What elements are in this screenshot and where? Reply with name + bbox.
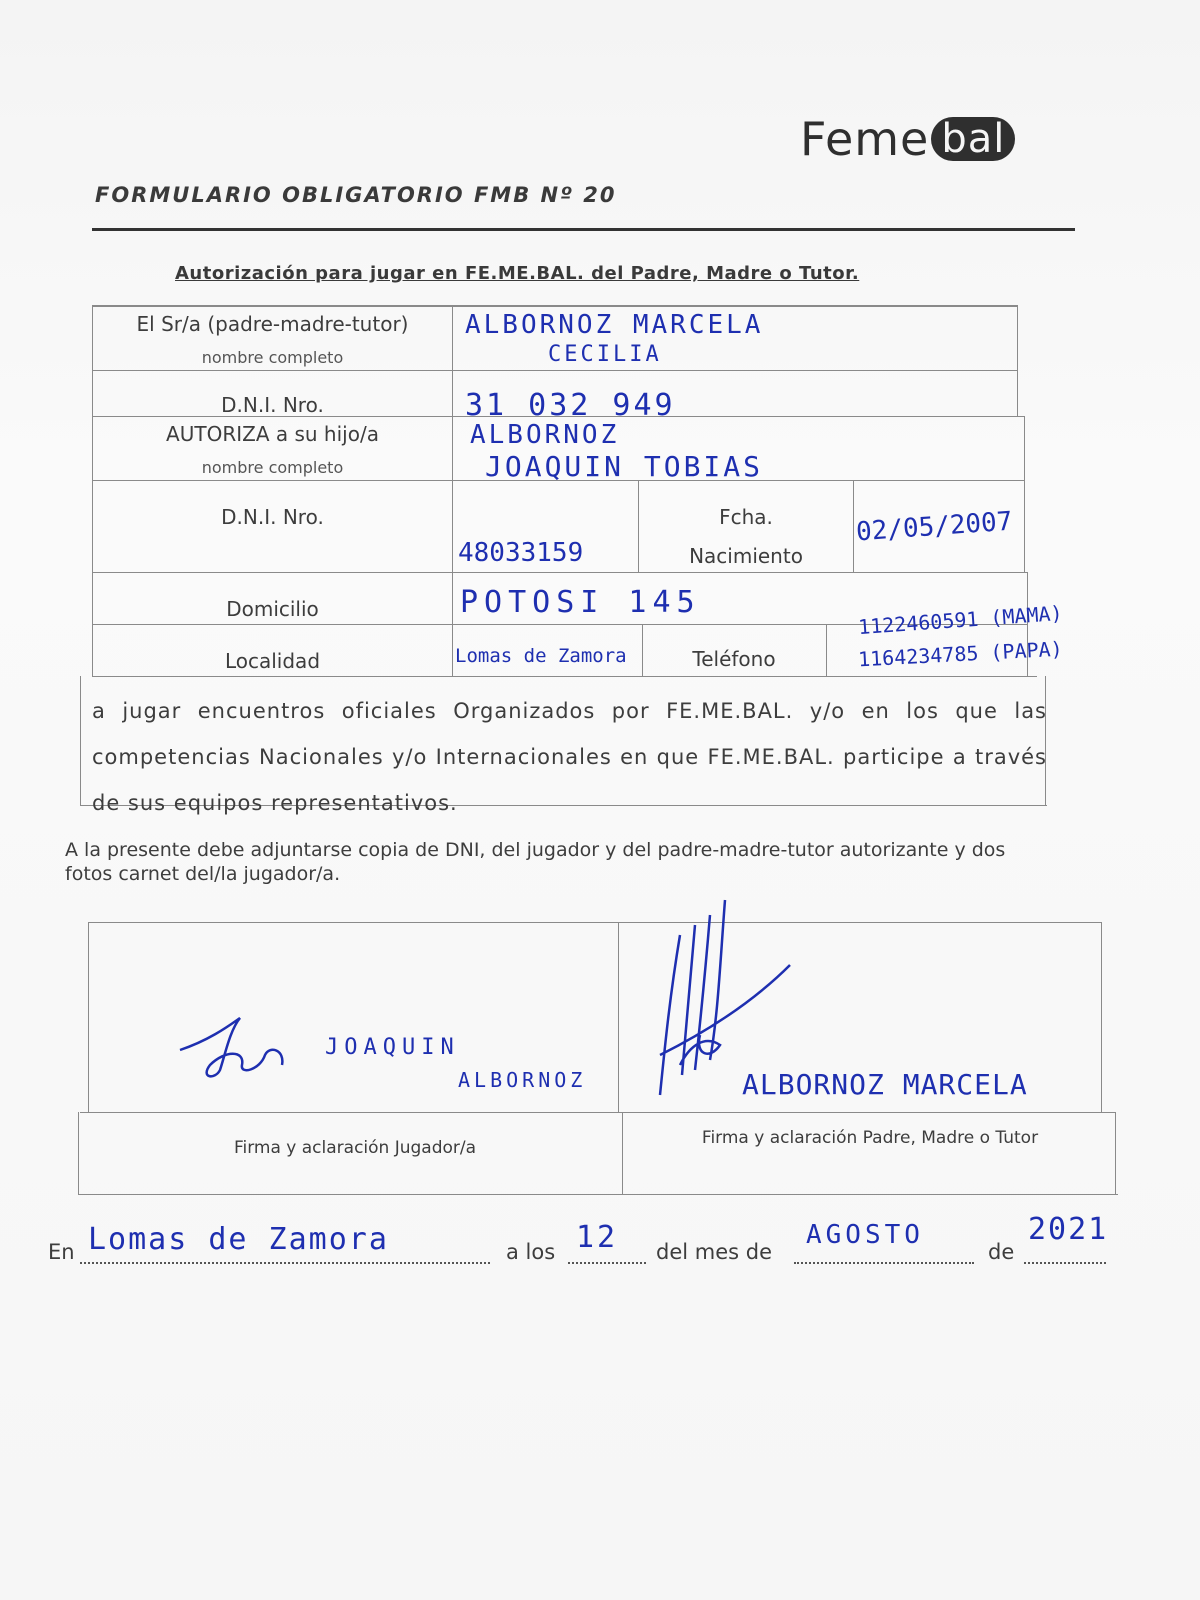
footer-day-value: 12: [576, 1220, 619, 1255]
table-line: [622, 1112, 623, 1195]
footer-del-mes: del mes de: [656, 1240, 773, 1264]
player-signature-label: Firma y aclaración Jugador/a: [233, 1138, 477, 1158]
player-name-line1: JOAQUIN: [325, 1035, 460, 1060]
table-line: [78, 1112, 79, 1195]
footer-en: En: [48, 1240, 75, 1264]
authorizes-label: AUTORIZA a su hijo/a: [166, 422, 379, 446]
table-line: [1101, 922, 1102, 1112]
table-line: [642, 624, 643, 677]
logo-text: Feme: [800, 112, 930, 166]
table-line: [92, 676, 1037, 677]
phone-label: Teléfono: [692, 647, 776, 671]
birth-label-line2: Nacimiento: [689, 544, 803, 568]
logo-pill: bal: [931, 117, 1015, 161]
table-line: [88, 922, 1101, 923]
phone-value-1: 1122460591 (MAMA): [857, 600, 1064, 640]
locality-label: Localidad: [224, 649, 321, 673]
attachment-note: A la presente debe adjuntarse copia de DNI, del jugador y del padre-madre-tutor autorizante y dos fotos carnet del/la jugador/a.: [65, 839, 1006, 885]
table-line: [92, 572, 1027, 573]
guardian-label: El Sr/a (padre-madre-tutor): [136, 312, 409, 336]
child-dni-label: D.N.I. Nro.: [221, 505, 324, 529]
address-label: Domicilio: [226, 597, 319, 621]
guardian-name-line2: CECILIA: [548, 342, 662, 367]
table-line: [1115, 1112, 1116, 1195]
child-dni-value: 48033159: [458, 538, 584, 568]
day-dotted-line: [568, 1262, 646, 1264]
phone-value-2: 1164234785 (PAPA): [857, 636, 1064, 672]
guardian-sublabel: nombre completo: [201, 348, 344, 367]
footer-de: de: [988, 1240, 1015, 1264]
child-name-line1: ALBORNOZ: [470, 420, 620, 450]
table-line: [88, 922, 89, 1112]
child-name-line2: JOAQUIN TOBIAS: [485, 450, 764, 483]
table-line: [853, 480, 854, 573]
table-line: [80, 1112, 1115, 1113]
birth-label-line1: Fcha.: [719, 505, 773, 529]
table-line: [92, 305, 93, 677]
table-line: [826, 624, 827, 677]
table-line: [638, 480, 639, 573]
address-value: POTOSI 145: [460, 585, 701, 620]
guardian-name-line1: ALBORNOZ MARCELA: [465, 310, 764, 340]
guardian-signature-label: Firma y aclaración Padre, Madre o Tutor: [701, 1128, 1039, 1148]
footer-a-los: a los: [506, 1240, 556, 1264]
table-line: [1017, 305, 1018, 417]
player-name-line2: ALBORNOZ: [458, 1068, 587, 1092]
table-line: [1024, 416, 1025, 573]
player-signature-mark: [170, 1010, 300, 1090]
footer-year-value: 2021: [1028, 1212, 1109, 1247]
header-rule: [92, 228, 1075, 231]
table-line: [78, 1194, 1118, 1195]
guardian-dni-value: 31 032 949: [465, 388, 676, 423]
table-line: [92, 370, 1017, 371]
table-line: [80, 676, 81, 806]
year-dotted-line: [1024, 1262, 1106, 1264]
birth-date-value: 02/05/2007: [855, 506, 1014, 548]
form-title: FORMULARIO OBLIGATORIO FMB Nº 20: [95, 183, 617, 207]
table-line: [452, 305, 453, 677]
femebal-logo: [800, 112, 1015, 166]
locality-value: Lomas de Zamora: [455, 645, 627, 667]
authorization-paragraph: a jugar encuentros oficiales Organizados por FE.ME.BAL. y/o en los que las competencias Nacionales y/o Internacionales en que FE.ME.BAL. participe a través de sus equipos representativos.: [92, 699, 1047, 815]
guardian-dni-label: D.N.I. Nro.: [221, 393, 324, 417]
form-subtitle: Autorización para jugar en FE.ME.BAL. del Padre, Madre o Tutor.: [175, 263, 860, 284]
month-dotted-line: [794, 1262, 974, 1264]
table-line: [618, 922, 619, 1112]
footer-place-value: Lomas de Zamora: [88, 1222, 389, 1257]
child-sublabel: nombre completo: [201, 458, 344, 477]
place-dotted-line: [80, 1262, 490, 1264]
table-line: [92, 305, 1017, 307]
guardian-name-signed: ALBORNOZ MARCELA: [742, 1068, 1028, 1101]
footer-month-value: AGOSTO: [806, 1220, 924, 1250]
